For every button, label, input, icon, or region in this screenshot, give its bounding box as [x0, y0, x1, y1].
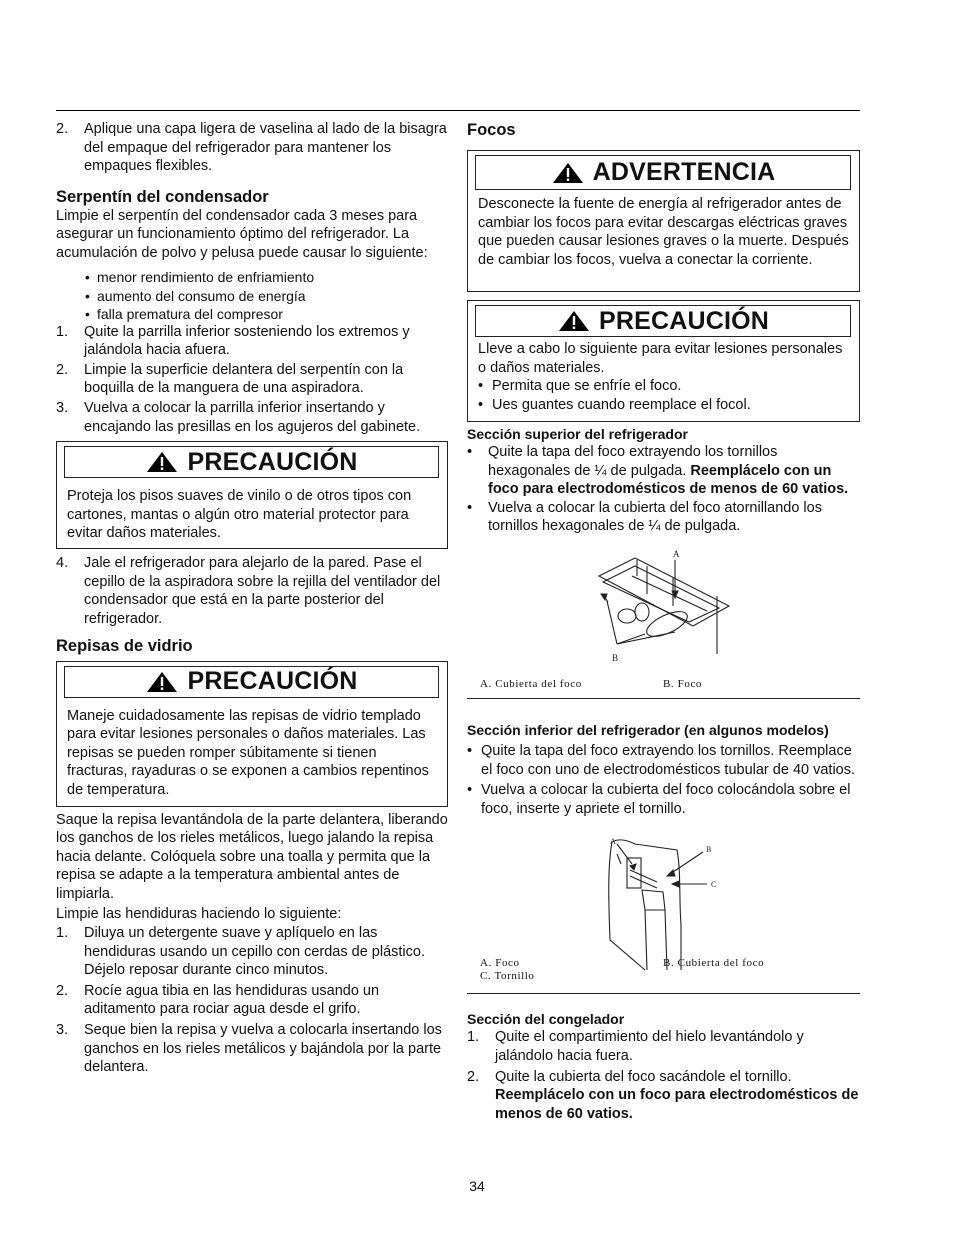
top-rule [56, 110, 860, 111]
freezer-heading: Sección del congelador [467, 1011, 625, 1028]
list-item: • aumento del consumo de energía [85, 287, 306, 304]
caution-text: Maneje cuidadosamente las repisas de vidrio templado para evitar lesiones personales o daños materiales. Las repisas se pueden romper súbitamente si tienen fracturas, rayaduras o se exponen a cambios repentinos de temperatura. [67, 707, 429, 798]
shelves-steps [56, 924, 448, 1077]
condenser-step-4: 4. Jale el refrigerador para alejarlo de la pared. Pase el cepillo de la aspiradora sobre la rejilla del ventilador del condensador que está en la parte posterior del refrigerador. [56, 555, 441, 627]
caution-text: Lleve a cabo lo siguiente para evitar lesiones personales o daños materiales. [478, 341, 843, 376]
list-item: • Ues guantes cuando reemplace el focol. [478, 396, 751, 413]
warning-header [475, 155, 851, 190]
right-column [467, 120, 860, 1124]
caution-header [64, 446, 439, 478]
step-text: Aplique una capa ligera de vaselina al lado de la bisagra del empaque del refrigerador para mantener los empaques flexibles. [84, 121, 447, 175]
shelves-paragraph-2: Limpie las hendiduras haciendo lo siguiente: [56, 906, 342, 923]
condenser-paragraph: Limpie el serpentín del condensador cada 3 meses para asegurar un funcionamiento óptimo del refrigerador. La acumulación de polvo y pelusa puede causar lo siguiente: [56, 207, 428, 261]
condenser-heading: Serpentín del condensador [56, 187, 269, 206]
caption-c: C. Tornillo [480, 970, 535, 983]
caution-box-floors [56, 441, 448, 549]
figure-label-a: A [610, 837, 616, 847]
list-item: • Vuelva a colocar la cubierta del foco colocándola sobre el foco, inserte y apriete el tornillo. [467, 782, 851, 817]
figure-label-b: B [612, 652, 619, 663]
focos-heading: Focos [467, 121, 516, 139]
caution-title: PRECAUCIÓN [598, 306, 770, 335]
list-item: 3. Seque bien la repisa y vuelva a colocarla insertando los ganchos en los rieles metálicos y bajándola por la parte delantera. [56, 1022, 442, 1076]
list-item: • Vuelva a colocar la cubierta del foco atornillando los tornillos hexagonales de ¼ de pulgada. [467, 499, 822, 535]
list-item: 2. Rocíe agua tibia en las hendiduras usando un aditamento para rociar agua desde el grifo. [56, 982, 380, 1018]
intro-step-2 [56, 120, 448, 176]
warning-box [467, 150, 860, 292]
left-column [56, 120, 448, 1078]
warning-triangle-icon [145, 451, 179, 473]
shelves-heading: Repisas de vidrio [56, 636, 193, 655]
warning-text: Desconecte la fuente de energía al refrigerador antes de cambiar los focos para evitar descargas eléctricas graves que pueden causar lesiones graves o la muerte. Después de cambiar los focos, vuelva a conectar la corriente. [478, 196, 849, 268]
figure-label-a: A [673, 548, 680, 559]
caution-box-bulbs [467, 300, 860, 422]
caption-a: A. Foco [480, 957, 520, 970]
list-item: • Quite la tapa del foco extrayendo los tornillos. Reemplace el foco con uno de electrodomésticos tubular de 40 vatios. [467, 742, 856, 778]
caption-b: B. Foco [663, 677, 703, 690]
figure-label-b: B [706, 845, 712, 855]
list-item: 2. Limpie la superficie delantera del serpentín con la boquilla de la manguera de una aspiradora. [56, 361, 404, 397]
caption-b: B. Cubierta del foco [663, 957, 765, 970]
caution-title: PRECAUCIÓN [187, 667, 358, 695]
lower-bulb-figure [467, 830, 860, 994]
step-number: 2. [56, 121, 69, 137]
caution-header [64, 666, 439, 698]
warning-triangle-icon [557, 310, 591, 332]
warning-triangle-icon [145, 671, 179, 693]
warning-title: ADVERTENCIA [592, 158, 776, 186]
shelves-paragraph-1: Saque la repisa levantándola de la parte delantera, liberando los ganchos de los rieles metálicos, luego jalando la repisa hacia delante. Colóquela sobre una toalla y permita que la repisa se adapte a la temperatura ambiental antes de limpiarla. [56, 811, 448, 902]
condenser-steps [56, 323, 448, 437]
upper-bulb-figure [467, 546, 860, 699]
bulb-cover-diagram [467, 546, 860, 681]
lower-section-heading: Sección inferior del refrigerador (en algunos modelos) [467, 721, 829, 738]
list-item: 1. Quite la parrilla inferior sosteniendo los extremos y jalándola hacia afuera. [56, 323, 410, 359]
caution-header [475, 305, 851, 337]
list-item: • menor rendimiento de enfriamiento [85, 268, 315, 285]
warning-triangle-icon [551, 162, 585, 184]
lower-bulb-diagram [467, 830, 860, 972]
caption-a: A. Cubierta del foco [480, 677, 582, 690]
list-item: • Permita que se enfríe el foco. [478, 378, 682, 395]
condenser-bullets [56, 268, 448, 323]
list-item: 2. Quite la cubierta del foco sacándole el tornillo. Reemplácelo con un foco para electrodomésticos de menos de 60 vatios. [467, 1068, 859, 1122]
list-item: • falla prematura del compresor [85, 305, 283, 322]
list-item: 1. Quite el compartimiento del hielo levantándolo y jalándolo hacia fuera. [467, 1029, 804, 1064]
caution-text: Proteja los pisos suaves de vinilo o de otros tipos con cartones, mantas o algún otro material protector para evitar daños materiales. [67, 488, 412, 542]
list-item: • Quite la tapa del foco extrayendo los tornillos hexagonales de ¼ de pulgada. Reemplácelo con un foco para electrodomésticos de menos de 60 vatios. [467, 444, 849, 498]
page-number: 34 [469, 1178, 485, 1194]
list-item: 3. Vuelva a colocar la parrilla inferior insertando y encajando las presillas en los agujeros del gabinete. [56, 399, 421, 435]
caution-box-shelves [56, 661, 448, 807]
upper-section-heading: Sección superior del refrigerador [467, 426, 688, 442]
caution-title: PRECAUCIÓN [187, 447, 358, 476]
figure-label-c: C [711, 880, 717, 890]
list-item: 1. Diluya un detergente suave y aplíquelo en las hendiduras usando un cepillo con cerdas de plástico. Déjelo reposar durante cinco minutos. [56, 925, 425, 979]
